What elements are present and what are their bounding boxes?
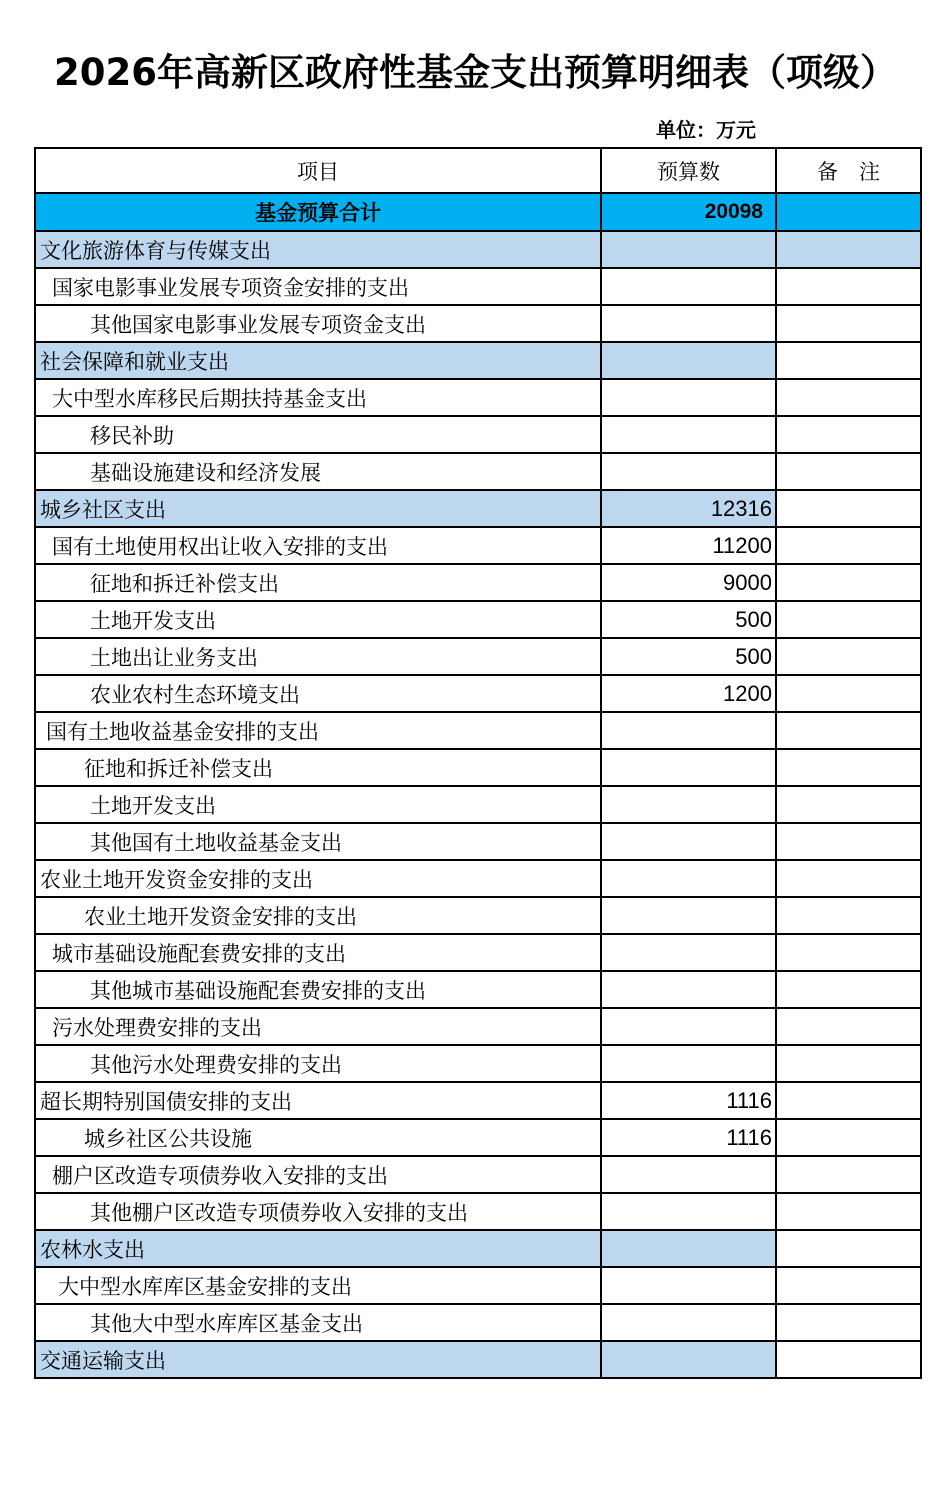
header-note: 备 注 [776,148,921,193]
row-note [776,379,921,416]
table-row [35,342,921,379]
row-note [776,786,921,823]
row-note [776,1008,921,1045]
header-row [35,148,921,193]
row-label: 其他城市基础设施配套费安排的支出 [35,971,601,1008]
table-row [35,1082,921,1119]
row-label: 其他棚户区改造专项债券收入安排的支出 [35,1193,601,1230]
row-budget [601,1341,776,1378]
row-budget [601,1267,776,1304]
budget-table [34,147,922,1379]
row-label: 农业土地开发资金安排的支出 [35,860,601,897]
row-label: 土地出让业务支出 [35,638,601,675]
row-note [776,527,921,564]
row-budget [601,712,776,749]
table-row [35,1156,921,1193]
table-row [35,416,921,453]
table-row [35,527,921,564]
row-label: 大中型水库移民后期扶持基金支出 [35,379,601,416]
row-label: 土地开发支出 [35,786,601,823]
row-note [776,971,921,1008]
row-label: 其他国有土地收益基金支出 [35,823,601,860]
row-note [776,897,921,934]
row-label: 征地和拆迁补偿支出 [35,564,601,601]
table-row [35,638,921,675]
row-note [776,342,921,379]
total-row [35,193,921,231]
table-row [35,453,921,490]
table-row [35,601,921,638]
table-row [35,231,921,268]
table-row [35,897,921,934]
table-row [35,934,921,971]
row-note [776,416,921,453]
row-note [776,749,921,786]
row-label: 交通运输支出 [35,1341,601,1378]
row-label: 农业农村生态环境支出 [35,675,601,712]
row-note [776,268,921,305]
row-note [776,1304,921,1341]
row-budget: 12316 [601,490,776,527]
row-budget [601,379,776,416]
table-row [35,490,921,527]
row-budget [601,453,776,490]
row-label: 国有土地使用权出让收入安排的支出 [35,527,601,564]
row-label: 大中型水库库区基金安排的支出 [35,1267,601,1304]
row-budget [601,786,776,823]
table-row [35,1304,921,1341]
row-note [776,564,921,601]
total-value: 20098 [601,193,776,231]
row-budget: 11200 [601,527,776,564]
row-budget [601,897,776,934]
table-row [35,305,921,342]
row-note [776,453,921,490]
table-row [35,268,921,305]
table-row [35,1267,921,1304]
row-note [776,934,921,971]
table-row [35,971,921,1008]
row-label: 污水处理费安排的支出 [35,1008,601,1045]
row-note [776,1045,921,1082]
row-label: 其他大中型水库库区基金支出 [35,1304,601,1341]
row-label: 基础设施建设和经济发展 [35,453,601,490]
table-row [35,1119,921,1156]
table-row [35,1230,921,1267]
row-note [776,1341,921,1378]
row-note [776,1156,921,1193]
row-budget [601,1230,776,1267]
row-note [776,860,921,897]
row-label: 文化旅游体育与传媒支出 [35,231,601,268]
row-label: 土地开发支出 [35,601,601,638]
row-note [776,231,921,268]
row-label: 国有土地收益基金安排的支出 [35,712,601,749]
unit-label: 单位：万元 [656,118,756,142]
row-budget [601,1008,776,1045]
row-note [776,1230,921,1267]
row-label: 社会保障和就业支出 [35,342,601,379]
row-label: 征地和拆迁补偿支出 [35,749,601,786]
row-budget [601,305,776,342]
row-label: 城乡社区支出 [35,490,601,527]
row-budget [601,823,776,860]
table-row [35,1045,921,1082]
table-row [35,860,921,897]
row-note [776,1082,921,1119]
table-row [35,1341,921,1378]
row-label: 城乡社区公共设施 [35,1119,601,1156]
row-budget [601,1304,776,1341]
row-note [776,1193,921,1230]
table-row [35,712,921,749]
header-item: 项目 [35,148,601,193]
row-note [776,823,921,860]
row-budget [601,860,776,897]
row-budget: 500 [601,601,776,638]
row-note [776,638,921,675]
total-note [776,193,921,231]
row-budget [601,342,776,379]
row-budget: 1116 [601,1119,776,1156]
row-budget [601,416,776,453]
row-note [776,1267,921,1304]
table-row [35,786,921,823]
row-label: 城市基础设施配套费安排的支出 [35,934,601,971]
row-budget [601,231,776,268]
row-budget [601,1156,776,1193]
row-budget [601,268,776,305]
row-budget [601,934,776,971]
table-row [35,1008,921,1045]
row-budget: 9000 [601,564,776,601]
row-budget [601,971,776,1008]
table-row [35,749,921,786]
table-row [35,1193,921,1230]
row-label: 棚户区改造专项债券收入安排的支出 [35,1156,601,1193]
table-row [35,379,921,416]
table-row [35,564,921,601]
header-budget: 预算数 [601,148,776,193]
row-note [776,1119,921,1156]
table-row [35,823,921,860]
table-row [35,675,921,712]
total-label: 基金预算合计 [35,193,601,231]
row-budget: 1116 [601,1082,776,1119]
row-label: 超长期特别国债安排的支出 [35,1082,601,1119]
row-note [776,601,921,638]
row-label: 其他国家电影事业发展专项资金支出 [35,305,601,342]
row-note [776,675,921,712]
row-label: 国家电影事业发展专项资金安排的支出 [35,268,601,305]
row-note [776,305,921,342]
row-note [776,490,921,527]
page-title: 2026年高新区政府性基金支出预算明细表（项级） [54,51,897,94]
row-note [776,712,921,749]
row-budget: 1200 [601,675,776,712]
row-label: 农业土地开发资金安排的支出 [35,897,601,934]
row-budget [601,1193,776,1230]
row-budget [601,749,776,786]
row-budget [601,1045,776,1082]
row-label: 移民补助 [35,416,601,453]
row-budget: 500 [601,638,776,675]
row-label: 其他污水处理费安排的支出 [35,1045,601,1082]
row-label: 农林水支出 [35,1230,601,1267]
